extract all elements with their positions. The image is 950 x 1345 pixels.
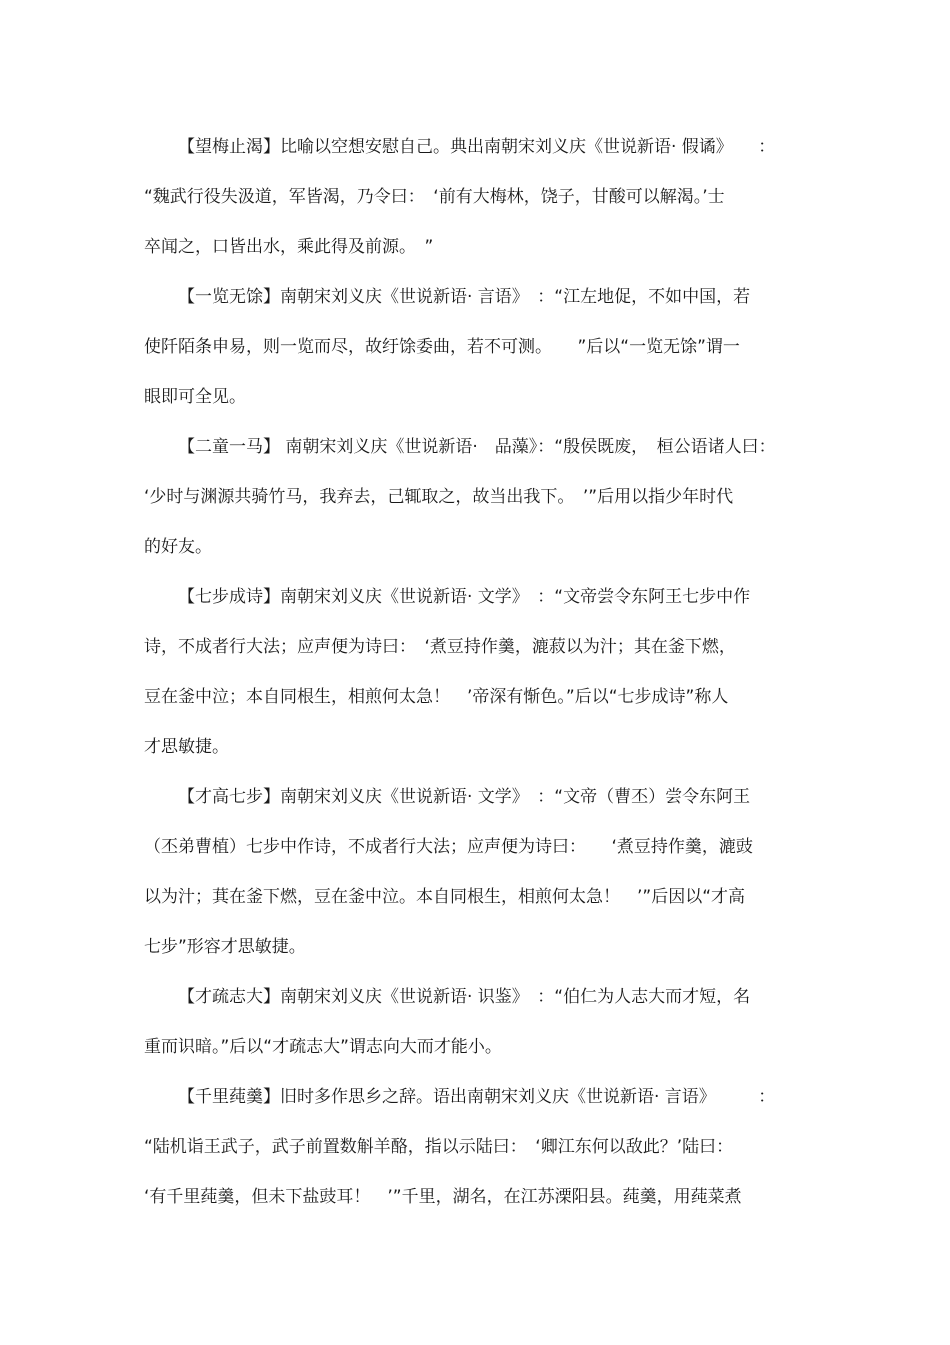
text-line: 重而识暗。”后以“才疏志大”谓志向大而才能小。	[144, 1037, 502, 1057]
text-line: 使阡陌条申易，则一览而尽，故纡馀委曲，若不可测。 ”后以“一览无馀”谓一	[144, 337, 740, 357]
entry-er-tong-yi-ma	[144, 422, 808, 572]
text-line: 以为汁；萁在釜下燃，豆在釜中泣。本自同根生，相煎何太急！ ’”后因以“才高	[144, 887, 746, 907]
text-line: 【望梅止渴】比喻以空想安慰自己。典出南朝宋刘义庆《世说新语· 假谲》 ：	[178, 137, 776, 157]
text-line: （丕弟曹植）七步中作诗，不成者行大法；应声便为诗曰： ‘煮豆持作羹，漉豉	[144, 837, 753, 857]
text-line: 卒闻之，口皆出水，乘此得及前源。 ”	[144, 237, 434, 257]
entry-qi-bu-cheng-shi	[144, 572, 808, 772]
text-line: “魏武行役失汲道，军皆渴，乃令曰： ‘前有大梅林，饶子，甘酸可以解渴。’士	[144, 187, 725, 207]
text-line: 【一览无馀】南朝宋刘义庆《世说新语· 言语》 ：“江左地促，不如中国，若	[178, 287, 751, 307]
text-line: 才思敏捷。	[144, 737, 229, 757]
text-line: 【才高七步】南朝宋刘义庆《世说新语· 文学》 ：“文帝（曹丕）尝令东阿王	[178, 787, 751, 807]
entry-qian-li-chun-geng	[144, 1072, 808, 1222]
document-page	[144, 122, 808, 1222]
text-line: 豆在釜中泣；本自同根生，相煎何太急！ ’帝深有惭色。”后以“七步成诗”称人	[144, 687, 729, 707]
entry-cai-gao-qi-bu	[144, 772, 808, 972]
text-line: 七步”形容才思敏捷。	[144, 937, 306, 957]
text-line: 【七步成诗】南朝宋刘义庆《世说新语· 文学》 ：“文帝尝令东阿王七步中作	[178, 587, 751, 607]
text-line: 【千里莼羹】旧时多作思乡之辞。语出南朝宋刘义庆《世说新语· 言语》 ：	[178, 1087, 776, 1107]
text-line: 诗，不成者行大法；应声便为诗曰： ‘煮豆持作羹，漉菽以为汁；其在釜下燃，	[144, 637, 736, 657]
entry-cai-shu-zhi-da	[144, 972, 808, 1072]
text-line: ‘少时与渊源共骑竹马，我弃去，己辄取之，故当出我下。 ’”后用以指少年时代	[144, 487, 734, 507]
entry-yi-lan-wu-yu	[144, 272, 808, 422]
text-line: 眼即可全见。	[144, 387, 246, 407]
text-line: ‘有千里莼羹，但未下盐豉耳！ ’”千里，湖名，在江苏溧阳县。莼羹，用莼菜煮	[144, 1187, 742, 1207]
text-line: 的好友。	[144, 537, 212, 557]
text-line: 【二童一马】 南朝宋刘义庆《世说新语· 品藻》：“殷侯既废， 桓公语诸人曰：	[178, 437, 776, 457]
text-line: 【才疏志大】南朝宋刘义庆《世说新语· 识鉴》 ：“伯仁为人志大而才短，名	[178, 987, 751, 1007]
text-line: “陆机诣王武子，武子前置数斛羊酪，指以示陆曰： ‘卿江东何以敌此？’陆曰：	[144, 1137, 734, 1157]
entry-wang-mei-zhi-ke	[144, 122, 808, 272]
